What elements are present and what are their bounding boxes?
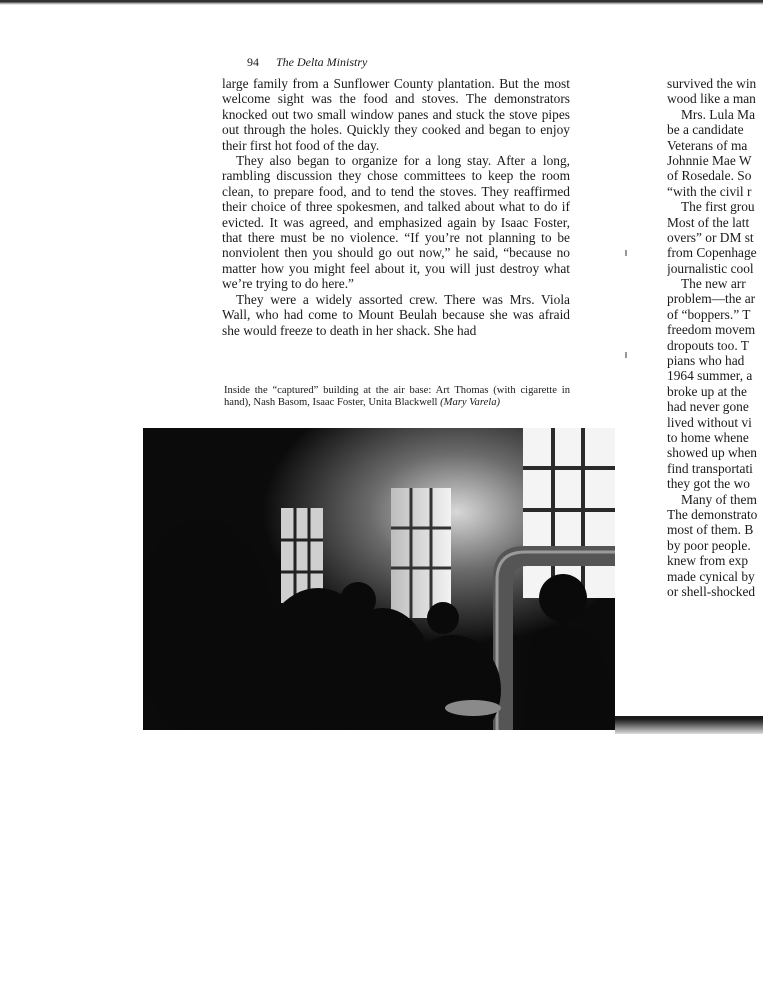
photo-credit: (Mary Varela) <box>440 397 501 409</box>
text-line: overs” or DM st <box>667 229 754 245</box>
right-text-column <box>667 76 763 599</box>
running-title: The Delta Ministry <box>276 55 368 69</box>
text-line: be a candidate <box>667 122 744 138</box>
window-center <box>391 488 451 618</box>
paragraph: large family from a Sunflower County plantation. But the most welcome sight was the food and stoves. The demonstrators knocked out two small window panes and stuck the stove pipes out through the holes. Quickly they cooked and began to enjoy their first hot food of the day. <box>222 76 570 153</box>
text-line: Many of them <box>681 491 757 507</box>
text-line: Mrs. Lula Ma <box>681 106 756 122</box>
text-line: by poor people. <box>667 537 751 553</box>
text-line: “with the civil r <box>667 183 752 199</box>
photo-illustration <box>143 428 615 730</box>
paragraph: They were a widely assorted crew. There was Mrs. Viola Wall, who had come to Mount Beulah because she was afraid she would freeze to death in her shack. She had <box>222 291 570 338</box>
scan-speck <box>625 352 627 358</box>
text-line: lived without vi <box>667 414 752 430</box>
text-line: broke up at the <box>667 383 747 399</box>
caption-text: Inside the “captured” building at the air base: Art Thomas (with cigarette in hand), Nash Basom, Isaac Foster, Unita Blackwell <box>224 385 570 409</box>
text-line: they got the wo <box>667 476 750 492</box>
top-scan-rule <box>0 0 763 5</box>
text-line: The first grou <box>681 199 755 215</box>
text-line: wood like a man <box>667 91 756 107</box>
text-line: freedom movem <box>667 322 756 338</box>
text-line: of Rosedale. So <box>667 168 752 184</box>
text-line: Johnnie Mae W <box>667 152 752 168</box>
text-line: or shell-shocked <box>667 583 756 599</box>
text-line: Most of the latt <box>667 214 750 230</box>
page-number: 94 <box>247 55 259 69</box>
text-line: journalistic cool <box>667 260 754 276</box>
text-line: to home whene <box>667 429 749 445</box>
text-line: had never gone <box>667 399 749 415</box>
text-line: survived the win <box>667 76 757 91</box>
photograph <box>143 428 615 730</box>
window-right <box>523 428 615 598</box>
text-line: knew from exp <box>667 553 749 569</box>
text-line: pians who had <box>667 353 745 369</box>
paragraph: They also began to organize for a long stay. After a long, rambling discussion they chose committees to keep the room clean, to prepare food, and to tend the stoves. They reaffirmed their choice of three spokesmen, and talked about what to do if evicted. It was agreed, and emphasized again by Isaac Foster, that there must be no violence. “If you’re not planning to be nonviolent then you should go out now,” he said, “because no matter how you might feel about it, you will just destroy what we’re trying to do here.” <box>222 153 570 292</box>
text-line: most of them. B <box>667 522 754 538</box>
running-header <box>247 55 367 70</box>
text-line: showed up when <box>667 445 758 461</box>
text-line: 1964 summer, a <box>667 368 753 384</box>
text-line: problem—the ar <box>667 291 756 307</box>
text-line: The demonstrato <box>667 506 758 522</box>
text-line: from Copenhage <box>667 245 757 261</box>
text-line: of “boppers.” T <box>667 306 751 322</box>
bottom-scan-bar <box>615 716 763 734</box>
scan-speck <box>625 250 627 256</box>
text-line: dropouts too. T <box>667 337 749 353</box>
photo-caption <box>224 385 570 410</box>
text-line: The new arr <box>681 276 746 292</box>
left-text-column <box>222 76 570 338</box>
text-line: find transportati <box>667 460 753 476</box>
text-line: made cynical by <box>667 568 755 584</box>
text-line: Veterans of ma <box>667 137 748 153</box>
